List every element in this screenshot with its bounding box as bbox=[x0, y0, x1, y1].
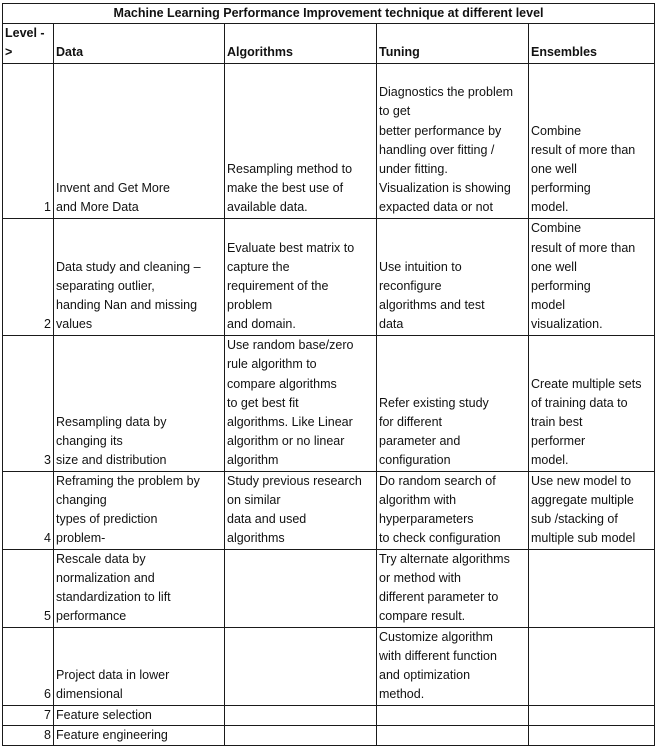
level-cell: 7 bbox=[3, 705, 54, 725]
tuning-cell bbox=[377, 725, 529, 745]
level-cell: 1 bbox=[3, 63, 54, 218]
table-row bbox=[3, 335, 655, 471]
table-row bbox=[3, 471, 655, 549]
tuning-cell: Diagnostics the problem to get better performance by handling over fitting / under fitting. Visualization is showing expacted data or not bbox=[377, 63, 529, 218]
algorithms-cell bbox=[225, 627, 377, 705]
header-algorithms: Algorithms bbox=[225, 24, 377, 63]
data-cell: Feature selection bbox=[54, 705, 225, 725]
table-row bbox=[3, 218, 655, 335]
header-data: Data bbox=[54, 24, 225, 63]
header-tuning: Tuning bbox=[377, 24, 529, 63]
data-cell: Resampling data by changing its size and distribution bbox=[54, 335, 225, 471]
level-cell: 2 bbox=[3, 218, 54, 335]
algorithms-cell: Evaluate best matrix to capture the requirement of the problem and domain. bbox=[225, 218, 377, 335]
algorithms-cell: Use random base/zero rule algorithm to compare algorithms to get best fit algorithms. Like Linear algorithm or no linear algorithm bbox=[225, 335, 377, 471]
algorithms-cell: Resampling method to make the best use of available data. bbox=[225, 63, 377, 218]
table-title: Machine Learning Performance Improvement technique at different level bbox=[3, 4, 655, 24]
data-cell: Reframing the problem by changing types of prediction problem- bbox=[54, 471, 225, 549]
data-cell: Feature engineering bbox=[54, 725, 225, 745]
algorithms-cell: Study previous research on similar data and used algorithms bbox=[225, 471, 377, 549]
level-cell: 4 bbox=[3, 471, 54, 549]
ensembles-cell: Combine result of more than one well performing model visualization. bbox=[529, 218, 655, 335]
algorithms-cell bbox=[225, 725, 377, 745]
tuning-cell: Use intuition to reconfigure algorithms and test data bbox=[377, 218, 529, 335]
level-cell: 5 bbox=[3, 549, 54, 627]
header-row bbox=[3, 24, 655, 63]
ensembles-cell bbox=[529, 549, 655, 627]
ensembles-cell bbox=[529, 705, 655, 725]
data-cell: Rescale data by normalization and standardization to lift performance bbox=[54, 549, 225, 627]
data-cell: Data study and cleaning – separating outlier, handing Nan and missing values bbox=[54, 218, 225, 335]
ensembles-cell bbox=[529, 725, 655, 745]
table-row bbox=[3, 725, 655, 745]
ensembles-cell: Create multiple sets of training data to train best performer model. bbox=[529, 335, 655, 471]
table-row bbox=[3, 549, 655, 627]
tuning-cell: Try alternate algorithms or method with different parameter to compare result. bbox=[377, 549, 529, 627]
algorithms-cell bbox=[225, 705, 377, 725]
level-cell: 3 bbox=[3, 335, 54, 471]
header-level: Level -> bbox=[3, 24, 54, 63]
table-row bbox=[3, 63, 655, 218]
tuning-cell: Customize algorithm with different function and optimization method. bbox=[377, 627, 529, 705]
level-cell: 8 bbox=[3, 725, 54, 745]
techniques-table bbox=[2, 3, 655, 746]
table-row bbox=[3, 705, 655, 725]
tuning-cell bbox=[377, 705, 529, 725]
data-cell: Project data in lower dimensional bbox=[54, 627, 225, 705]
level-cell: 6 bbox=[3, 627, 54, 705]
ensembles-cell: Use new model to aggregate multiple sub /stacking of multiple sub model bbox=[529, 471, 655, 549]
data-cell: Invent and Get More and More Data bbox=[54, 63, 225, 218]
tuning-cell: Refer existing study for different parameter and configuration bbox=[377, 335, 529, 471]
ensembles-cell: Combine result of more than one well performing model. bbox=[529, 63, 655, 218]
tuning-cell: Do random search of algorithm with hyperparameters to check configuration bbox=[377, 471, 529, 549]
table-row bbox=[3, 627, 655, 705]
title-row bbox=[3, 4, 655, 24]
ensembles-cell bbox=[529, 627, 655, 705]
algorithms-cell bbox=[225, 549, 377, 627]
header-ensembles: Ensembles bbox=[529, 24, 655, 63]
